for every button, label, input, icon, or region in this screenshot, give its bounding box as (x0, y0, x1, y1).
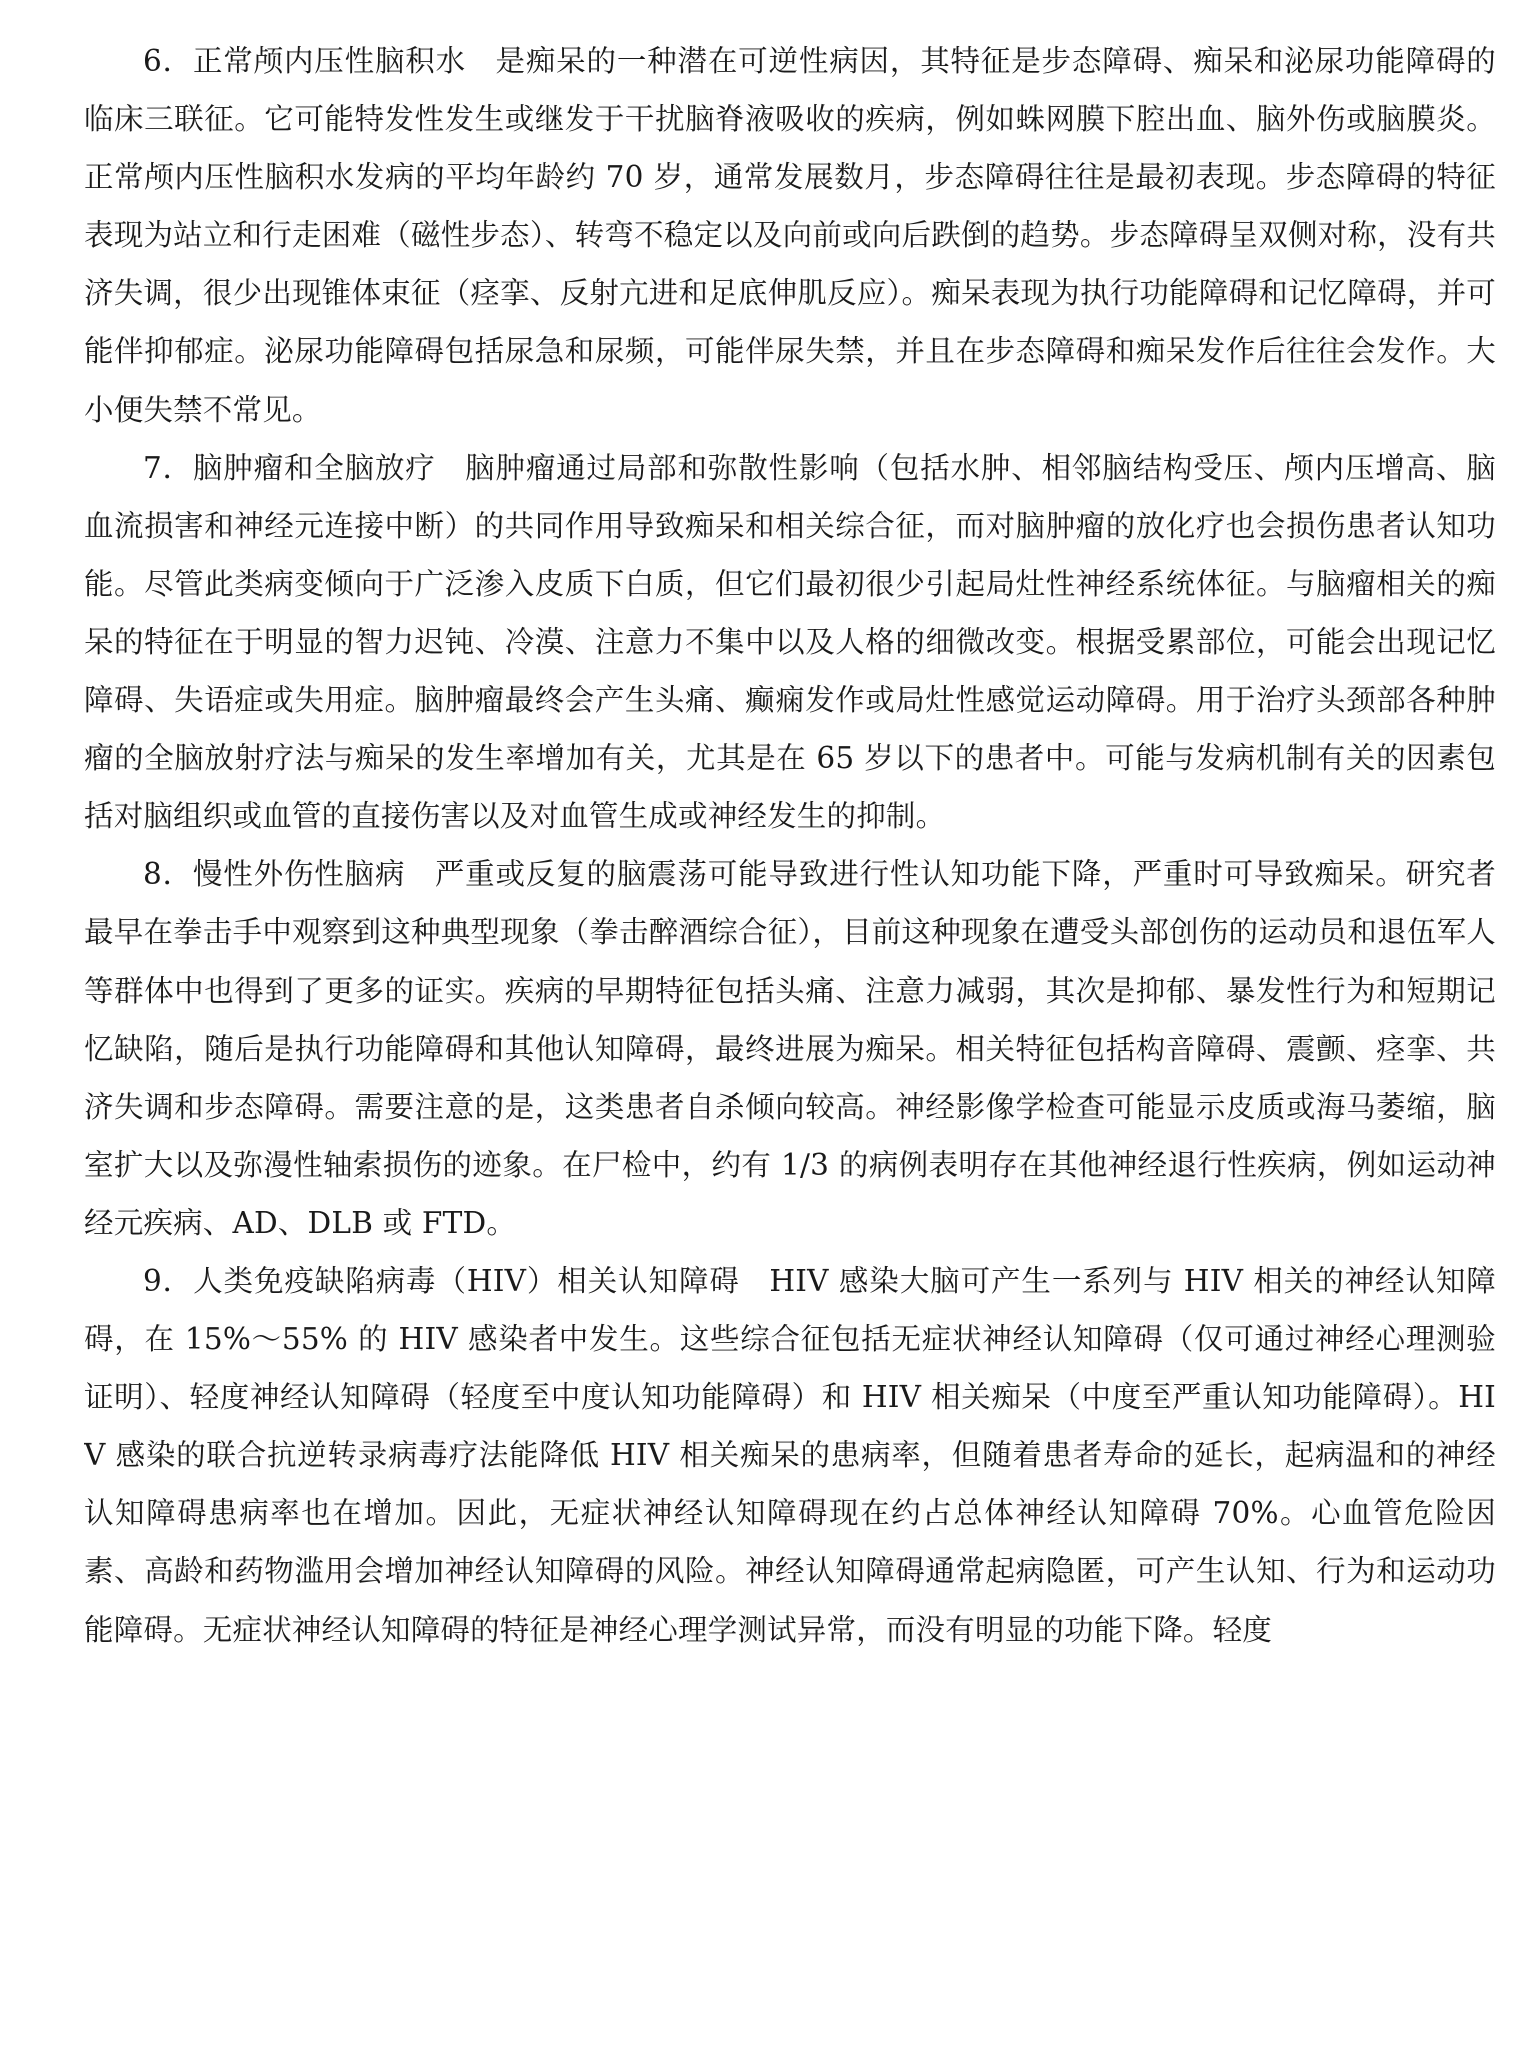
paragraph-brain-tumor-radiotherapy (84, 439, 1496, 846)
paragraph-heading: 7．脑肿瘤和全脑放疗 (143, 450, 436, 485)
paragraph-heading: 6．正常颅内压性脑积水 (143, 44, 466, 78)
document-page (84, 32, 1496, 2052)
paragraph-hiv-cognitive-disorder (84, 1252, 1496, 1659)
paragraph-body: 严重或反复的脑震荡可能导致进行性认知功能下降，严重时可导致痴呆。研究者最早在拳击手中观察到这种典型现象（拳击醉酒综合征），目前这种现象在遭受头部创伤的运动员和退伍军人等群体中也得到了更多的证实。疾病的早期特征包括头痛、注意力减弱，其次是抑郁、暴发性行为和短期记忆缺陷，随后是执行功能障碍和其他认知障碍，最终进展为痴呆。相关特征包括构音障碍、震颤、痉挛、共济失调和步态障碍。需要注意的是，这类患者自杀倾向较高。神经影像学检查可能显示皮质或海马萎缩，脑室扩大以及弥漫性轴索损伤的迹象。在尸检中，约有 1/3 的病例表明存在其他神经退行性疾病，例如运动神经元疾病、AD、DLB 或 FTD。 (84, 857, 1496, 1240)
paragraph-body: 脑肿瘤通过局部和弥散性影响（包括水肿、相邻脑结构受压、颅内压增高、脑血流损害和神经元连接中断）的共同作用导致痴呆和相关综合征，而对脑肿瘤的放化疗也会损伤患者认知功能。尽管此类病变倾向于广泛渗入皮质下白质，但它们最初很少引起局灶性神经系统体征。与脑瘤相关的痴呆的特征在于明显的智力迟钝、冷漠、注意力不集中以及人格的细微改变。根据受累部位，可能会出现记忆障碍、失语症或失用症。脑肿瘤最终会产生头痛、癫痫发作或局灶性感觉运动障碍。用于治疗头颈部各种肿瘤的全脑放射疗法与痴呆的发生率增加有关，尤其是在 65 岁以下的患者中。可能与发病机制有关的因素包括对脑组织或血管的直接伤害以及对血管生成或神经发生的抑制。 (84, 450, 1496, 834)
paragraph-body: 是痴呆的一种潜在可逆性病因，其特征是步态障碍、痴呆和泌尿功能障碍的临床三联征。它可能特发性发生或继发于干扰脑脊液吸收的疾病，例如蛛网膜下腔出血、脑外伤或脑膜炎。正常颅内压性脑积水发病的平均年龄约 70 岁，通常发展数月，步态障碍往往是最初表现。步态障碍的特征表现为站立和行走困难（磁性步态）、转弯不稳定以及向前或向后跌倒的趋势。步态障碍呈双侧对称，没有共济失调，很少出现锥体束征（痉挛、反射亢进和足底伸肌反应）。痴呆表现为执行功能障碍和记忆障碍，并可能伴抑郁症。泌尿功能障碍包括尿急和尿频，可能伴尿失禁，并且在步态障碍和痴呆发作后往往会发作。大小便失禁不常见。 (84, 44, 1496, 427)
paragraph-heading: 9．人类免疫缺陷病毒（HIV）相关认知障碍 (143, 1263, 740, 1298)
paragraph-heading: 8．慢性外伤性脑病 (143, 857, 406, 892)
paragraph-normal-pressure-hydrocephalus (84, 32, 1496, 439)
paragraph-body: HIV 感染大脑可产生一系列与 HIV 相关的神经认知障碍，在 15%～55% 的 HIV 感染者中发生。这些综合征包括无症状神经认知障碍（仅可通过神经心理测验证明）、轻度神经认知障碍（轻度至中度认知功能障碍）和 HIV 相关痴呆（中度至严重认知功能障碍）。HIV 感染的联合抗逆转录病毒疗法能降低 HIV 相关痴呆的患病率，但随着患者寿命的延长，起病温和的神经认知障碍患病率也在增加。因此，无症状神经认知障碍现在约占总体神经认知障碍 70%。心血管危险因素、高龄和药物滥用会增加神经认知障碍的风险。神经认知障碍通常起病隐匿，可产生认知、行为和运动功能障碍。无症状神经认知障碍的特征是神经心理学测试异常，而没有明显的功能下降。轻度 (84, 1263, 1496, 1647)
paragraph-chronic-traumatic-encephalopathy (84, 845, 1496, 1252)
